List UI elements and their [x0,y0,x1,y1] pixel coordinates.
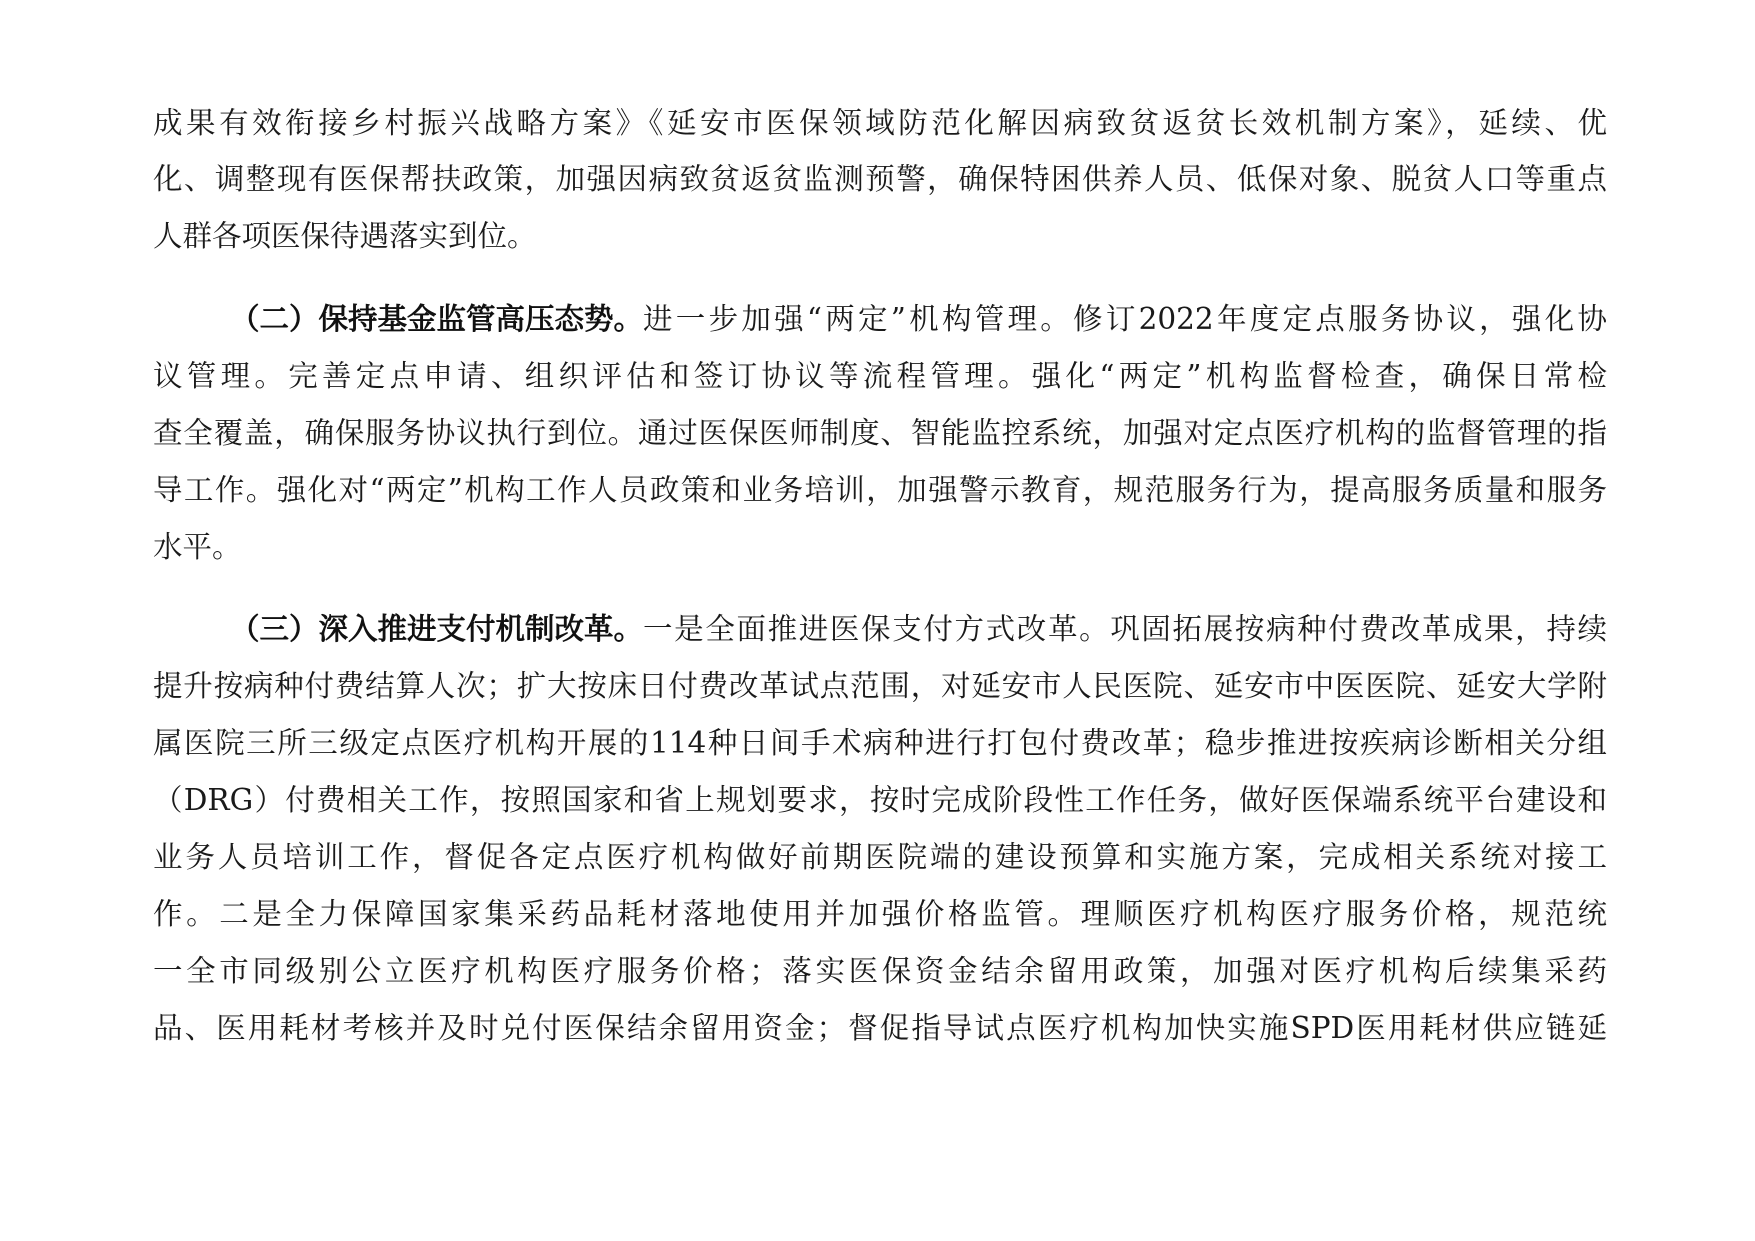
text-line: 作。二是全力保障国家集采药品耗材落地使用并加强价格监管。理顺医疗机构医疗服务价格，规范统 [153,897,1607,931]
text-span: 一是全面推进医保支付方式改革。巩固拓展按病种付费改革成果，持续 [643,612,1607,646]
section-heading: （二）保持基金监管高压态势。 [230,302,644,336]
text-line: 议管理。完善定点申请、组织评估和签订协议等流程管理。强化“两定”机构监督检查，确保日常检 [153,359,1607,393]
text-line: 水平。 [153,530,242,564]
text-line: 导工作。强化对“两定”机构工作人员政策和业务培训，加强警示教育，规范服务行为，提高服务质量和服务 [153,473,1607,507]
text-line: 提升按病种付费结算人次；扩大按床日付费改革试点范围，对延安市人民医院、延安市中医医院、延安大学附 [153,669,1607,703]
text-line: （DRG）付费相关工作，按照国家和省上规划要求，按时完成阶段性工作任务，做好医保端系统平台建设和 [153,783,1607,817]
text-span: 进一步加强“两定”机构管理。修订2022年度定点服务协议，强化协 [643,302,1607,336]
text-line: 人群各项医保待遇落实到位。 [153,219,537,253]
text-line: 成果有效衔接乡村振兴战略方案》《延安市医保领域防范化解因病致贫返贫长效机制方案》，延续、优 [153,106,1607,140]
paragraph-first-line [230,297,1607,341]
section-heading: （三）深入推进支付机制改革。 [230,612,644,646]
text-line: 化、调整现有医保帮扶政策，加强因病致贫返贫监测预警，确保特困供养人员、低保对象、脱贫人口等重点 [153,162,1607,196]
text-line: 一全市同级别公立医疗机构医疗服务价格；落实医保资金结余留用政策，加强对医疗机构后续集采药 [153,954,1607,988]
text-line: 属医院三所三级定点医疗机构开展的114种日间手术病种进行打包付费改革；稳步推进按疾病诊断相关分组 [153,726,1607,760]
text-line: 业务人员培训工作，督促各定点医疗机构做好前期医院端的建设预算和实施方案，完成相关系统对接工 [153,840,1607,874]
text-line: 品、医用耗材考核并及时兑付医保结余留用资金；督促指导试点医疗机构加快实施SPD医用耗材供应链延 [153,1011,1607,1045]
text-line: 查全覆盖，确保服务协议执行到位。通过医保医师制度、智能监控系统，加强对定点医疗机构的监督管理的指 [153,416,1607,450]
paragraph-first-line [230,607,1607,651]
